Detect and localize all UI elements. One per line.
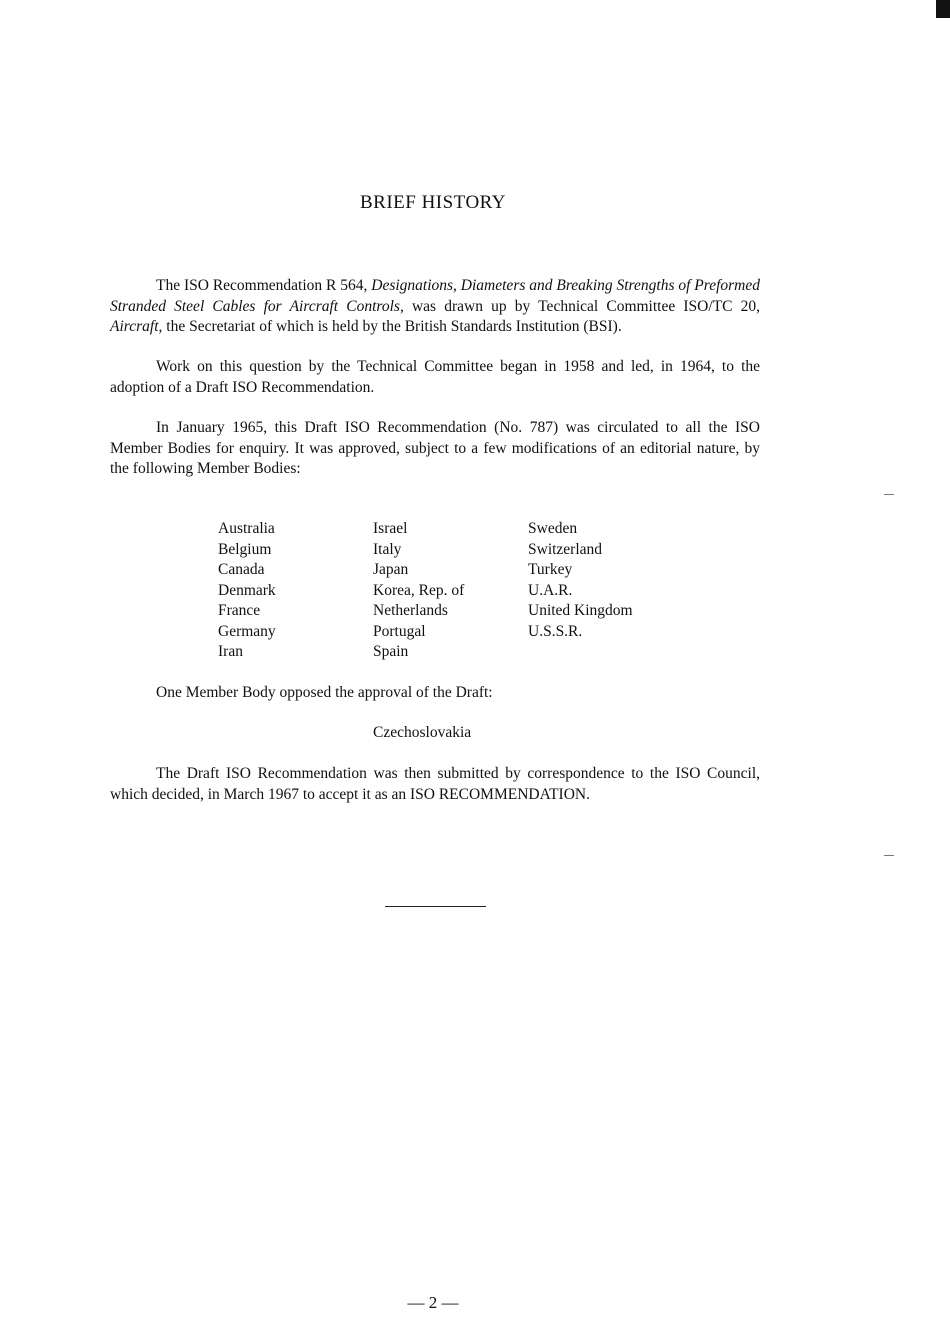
member-body: France [218,602,261,619]
member-body: Israel [373,520,408,537]
history-paragraph-3 [110,418,760,480]
paragraph-4-text: One Member Body opposed the approval of the Draft: [156,684,493,701]
member-body: Italy [373,540,402,558]
history-paragraph-1 [110,276,760,338]
member-body: Australia [218,520,275,537]
history-paragraph-2 [110,357,760,398]
member-body: Turkey [528,561,573,578]
member-body: Japan [373,561,409,578]
paragraph-1-title-italic: Designations, Diameters and Breaking Strengths of Preformed Stranded Steel Cables for Aircraft Controls, [110,277,760,315]
member-bodies-column-1 [218,519,276,663]
member-body: Sweden [528,520,578,537]
member-body: United Kingdom [528,602,633,619]
page-title: BRIEF HISTORY [359,192,507,213]
member-body: Netherlands [373,602,448,619]
member-body: Korea, Rep. of [373,581,465,599]
paragraph-1-text-a: The ISO Recommendation R 564, [156,277,372,294]
section-divider-rule [385,906,486,907]
member-body: U.A.R. [528,581,573,599]
margin-tick [884,494,894,495]
opposed-member-body: Czechoslovakia [373,724,472,741]
member-body: Germany [218,622,276,640]
member-bodies-column-3 [528,519,633,642]
member-body: Canada [218,561,265,578]
history-paragraph-5 [110,764,760,805]
member-body: Switzerland [528,540,603,558]
member-bodies-column-2 [373,519,464,663]
paragraph-5-text: The Draft ISO Recommendation was then submitted by correspondence to the ISO Council, which decided, in March 1967 to accept it as an ISO RECOMMENDATION. [110,765,760,803]
member-body: Denmark [218,581,276,599]
member-body: Portugal [373,622,426,640]
corner-registration-mark [936,0,950,18]
paragraph-1-text-b: was drawn up by Technical Committee ISO/TC 20, [403,297,761,315]
history-paragraph-4 [110,683,760,704]
paragraph-3-text: In January 1965, this Draft ISO Recommendation (No. 787) was circulated to all the ISO Member Bodies for enquiry. It was approved, subject to a few modifications of an editorial nature, by the following Member Bodies: [110,419,760,477]
paragraph-1-text-c: the Secretariat of which is held by the British Standards Institution (BSI). [162,318,622,335]
member-body: Spain [373,643,409,660]
margin-tick [884,855,894,856]
member-body: U.S.S.R. [528,622,583,640]
member-body: Belgium [218,540,272,558]
paragraph-2-text: Work on this question by the Technical Committee began in 1958 and led, in 1964, to the adoption of a Draft ISO Recommendation. [110,358,760,396]
page-number: — 2 — [407,1293,459,1312]
paragraph-1-committee-italic: Aircraft, [110,318,163,335]
member-body: Iran [218,643,243,660]
